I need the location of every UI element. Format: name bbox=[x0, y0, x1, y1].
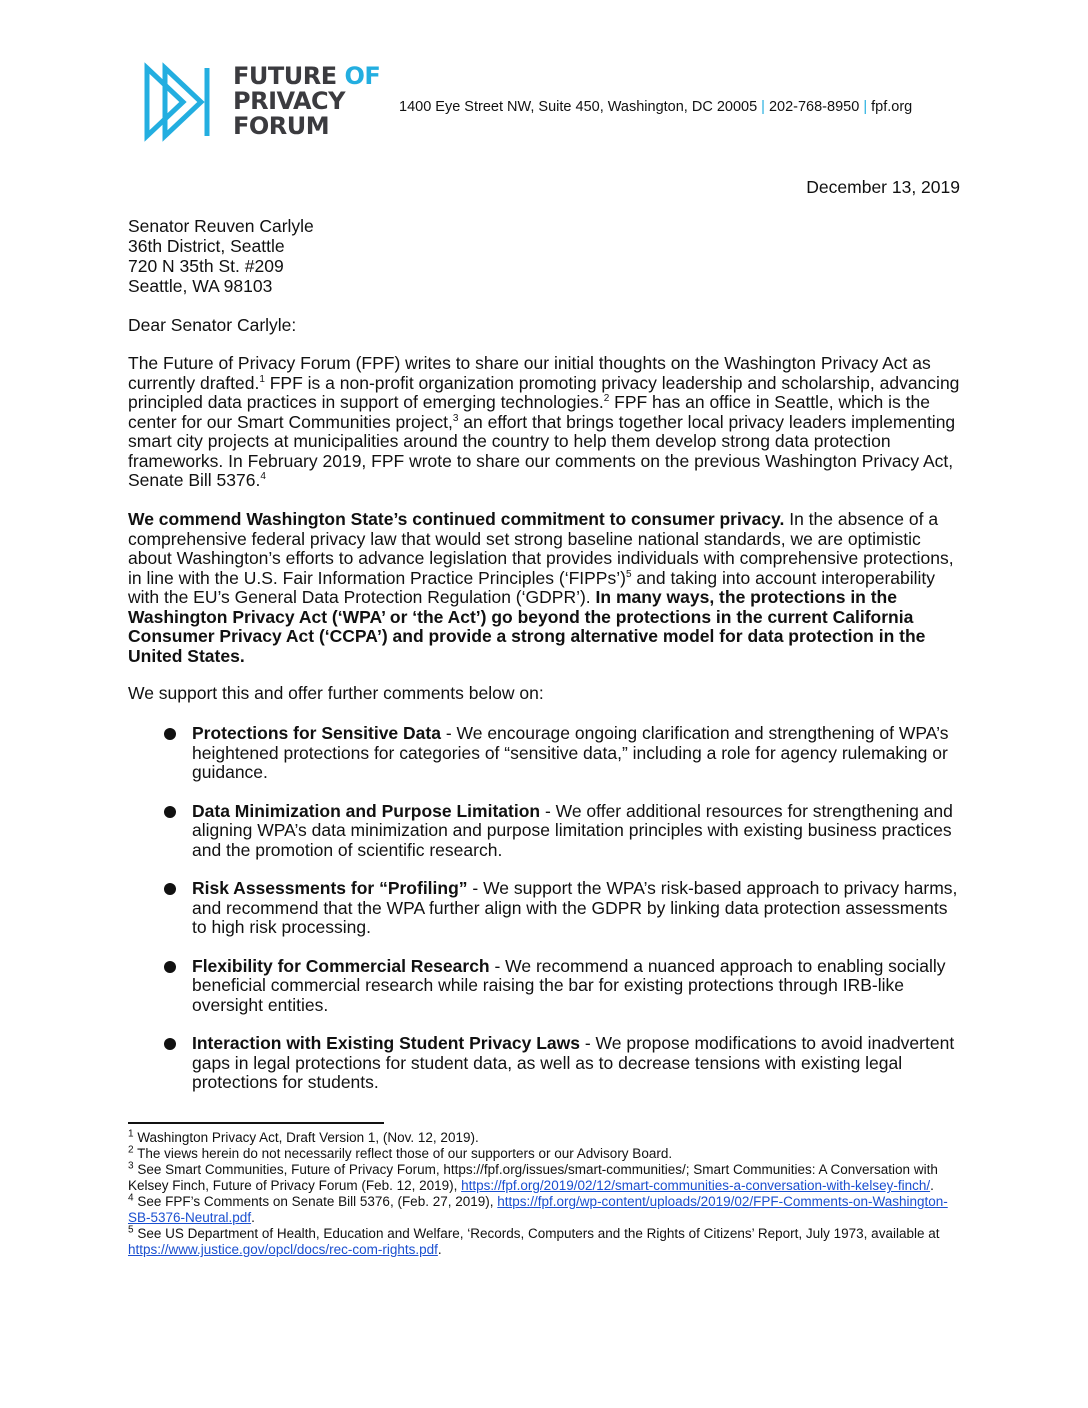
bullet-icon bbox=[164, 728, 176, 740]
support-paragraph: We support this and offer further comments below on: bbox=[128, 683, 544, 703]
intro-paragraph: The Future of Privacy Forum (FPF) writes to share our initial thoughts on the Washington Privacy Act as currently drafted.$^1$ FPF is a non-profit organization promoting privacy leadership and scholarship, advancing principled data practices in support of emerging technologies.$^2$ FPF has an office in Seattle, which is the center for our Smart Communities project,$^3$ an effort that brings together local privacy leaders implementing smart city projects at municipalities around the country to help them develop strong data protection frameworks. In February 2019, FPF wrote to share our comments on the previous Washington Privacy Act, Senate Bill 5376.$^4$ bbox=[128, 353, 960, 490]
recipient-name: Senator Reuven Carlyle bbox=[128, 216, 314, 236]
list-item: Interaction with Existing Student Privacy Laws - We propose modifications to avoid inadvertent gaps in legal protections for student data, as well as to decrease tensions with existing legal protections for students. bbox=[128, 1034, 962, 1093]
fpf-logo bbox=[143, 62, 393, 142]
bullet-icon bbox=[164, 883, 176, 895]
recipient-street: 720 N 35th St. #209 bbox=[128, 256, 284, 276]
recipient-block bbox=[128, 216, 314, 296]
street-address: 1400 Eye Street NW, Suite 450, Washington, DC 20005 bbox=[399, 99, 758, 115]
recipient-district: 36th District, Seattle bbox=[128, 236, 285, 256]
letterhead-address: 1400 Eye Street NW, Suite 450, Washington, DC 20005 | 202-768-8950 | fpf.org bbox=[399, 99, 913, 115]
footnote-2: $^2$ The views herein do not necessarily reflect those of our supporters or our Advisory Board. bbox=[128, 1144, 673, 1161]
footnote-4-link[interactable]: https://fpf.org/wp-content/uploads/2019/02/FPF-Comments-on-Washington-SB-5376-Neutral.pdf bbox=[128, 1194, 948, 1225]
footnote-4: $^4$ See FPF’s Comments on Senate Bill 5376, (Feb. 27, 2019), https://fpf.org/wp-content/uploads/2019/02/FPF-Comments-on-Washington-SB-5376-Neutral.pdf. bbox=[128, 1192, 948, 1225]
list-item: Flexibility for Commercial Research - We recommend a nuanced approach to enabling socially beneficial commercial research while raising the bar for existing protections through IRB-like oversight entities. bbox=[128, 957, 962, 1016]
list-item: Risk Assessments for “Profiling” - We support the WPA’s risk-based approach to privacy harms, and recommend that the WPA further align with the GDPR by linking data protection assessments to high risk processing. bbox=[128, 879, 962, 938]
commend-paragraph: We commend Washington State’s continued commitment to consumer privacy. In the absence of a comprehensive federal privacy law that would set strong baseline national standards, we are optimistic about Washington’s efforts to advance legislation that provides individuals with comprehensive protections, in line with the U.S. Fair Information Practice Principles (‘FIPPs’)$^5$ and taking into account interoperability with the EU’s General Data Protection Regulation (‘GDPR’). In many ways, the protections in the Washington Privacy Act (‘WPA’ or ‘the Act’) go beyond the protections in the current California Consumer Privacy Act (‘CCPA’) and provide a strong alternative model for data protection in the United States. bbox=[128, 509, 954, 666]
footnotes bbox=[128, 1130, 960, 1258]
bullet-icon bbox=[164, 806, 176, 818]
footnote-3: $^3$ See Smart Communities, Future of Privacy Forum, https://fpf.org/issues/smart-communities/; Smart Communities: A Conversation with Kelsey Finch, Future of Privacy Forum (Feb. 12, 2019), https://fpf.org/2019/02/12/smart-communities-a-conversation-with-kelsey-finch/. bbox=[128, 1160, 938, 1193]
bullet-icon bbox=[164, 961, 176, 973]
recipient-city: Seattle, WA 98103 bbox=[128, 276, 273, 296]
website[interactable]: fpf.org bbox=[871, 99, 913, 115]
footnote-1: $^1$ Washington Privacy Act, Draft Version 1, (Nov. 12, 2019). bbox=[128, 1128, 479, 1145]
footnote-3-link[interactable]: https://fpf.org/2019/02/12/smart-communities-a-conversation-with-kelsey-finch/ bbox=[461, 1178, 931, 1193]
fast-forward-logo-icon bbox=[143, 62, 223, 142]
footnote-divider bbox=[128, 1122, 384, 1124]
list-item: Data Minimization and Purpose Limitation - We offer additional resources for strengthening and aligning WPA’s data minimization and purpose limitation principles with existing business practices and the promotion of scientific research. bbox=[128, 802, 962, 861]
footnote-5-link[interactable]: https://www.justice.gov/opcl/docs/rec-com-rights.pdf bbox=[128, 1242, 438, 1257]
salutation: Dear Senator Carlyle: bbox=[128, 315, 297, 335]
bullet-icon bbox=[164, 1038, 176, 1050]
letter-date: December 13, 2019 bbox=[806, 177, 960, 197]
phone-number: 202-768-8950 bbox=[768, 99, 860, 115]
logo-wordmark: FUTURE OF PRIVACY FORUM bbox=[233, 62, 381, 140]
footnote-5: $^5$ See US Department of Health, Education and Welfare, ‘Records, Computers and the Rights of Citizens’ Report, July 1973, available at https://www.justice.gov/opcl/docs/rec-com-rights.pdf. bbox=[128, 1224, 940, 1257]
comments-list bbox=[128, 724, 962, 1112]
list-item: Protections for Sensitive Data - We encourage ongoing clarification and strengthening of WPA’s heightened protections for categories of “sensitive data,” including a role for agency rulemaking or guidance. bbox=[128, 724, 962, 783]
